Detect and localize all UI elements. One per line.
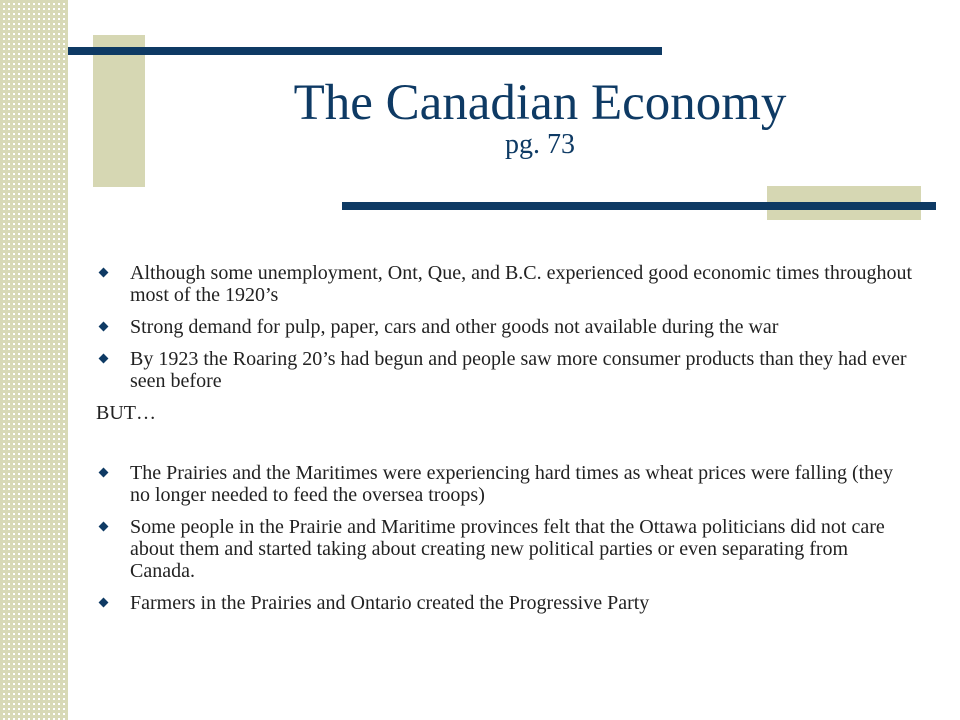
decorative-stripe-panel bbox=[0, 0, 68, 720]
bullet-text: Some people in the Prairie and Maritime provinces felt that the Ottawa politicians did not care about them and started taking about creating new political parties or even separating from Canada. bbox=[130, 516, 885, 582]
bullet-text: Although some unemployment, Ont, Que, and B.C. experienced good economic times throughout most of the 1920’s bbox=[130, 262, 913, 306]
bullet-text: By 1923 the Roaring 20’s had begun and people saw more consumer products than they had ever seen before bbox=[130, 348, 907, 392]
diamond-bullet-icon bbox=[99, 522, 109, 532]
bullet-text: Strong demand for pulp, paper, cars and other goods not available during the war bbox=[130, 316, 779, 338]
bullet-item bbox=[96, 262, 916, 306]
bullet-item bbox=[96, 348, 916, 392]
bullet-text: The Prairies and the Maritimes were experiencing hard times as wheat prices were falling (they no longer needed to feed the oversea troops) bbox=[130, 462, 894, 506]
bullet-list-2 bbox=[96, 462, 916, 614]
bullet-item bbox=[96, 516, 916, 582]
transition-text: BUT… bbox=[96, 402, 156, 424]
bullet-item bbox=[96, 316, 916, 338]
slide-title-text: The Canadian Economy bbox=[293, 75, 787, 131]
slide-title bbox=[160, 75, 920, 160]
decorative-bar-top bbox=[68, 47, 662, 55]
diamond-bullet-icon bbox=[99, 322, 109, 332]
decorative-bar-bottom bbox=[342, 202, 936, 210]
diamond-bullet-icon bbox=[99, 354, 109, 364]
diamond-bullet-icon bbox=[99, 468, 109, 478]
bullet-text: Farmers in the Prairies and Ontario created the Progressive Party bbox=[130, 592, 650, 614]
slide-body bbox=[96, 262, 916, 624]
diamond-bullet-icon bbox=[99, 268, 109, 278]
diamond-bullet-icon bbox=[99, 598, 109, 608]
spacer bbox=[96, 424, 916, 462]
decorative-block-left bbox=[93, 35, 145, 187]
bullet-list-1 bbox=[96, 262, 916, 392]
slide-subtitle: pg. 73 bbox=[505, 129, 575, 160]
bullet-item bbox=[96, 592, 916, 614]
bullet-item bbox=[96, 462, 916, 506]
